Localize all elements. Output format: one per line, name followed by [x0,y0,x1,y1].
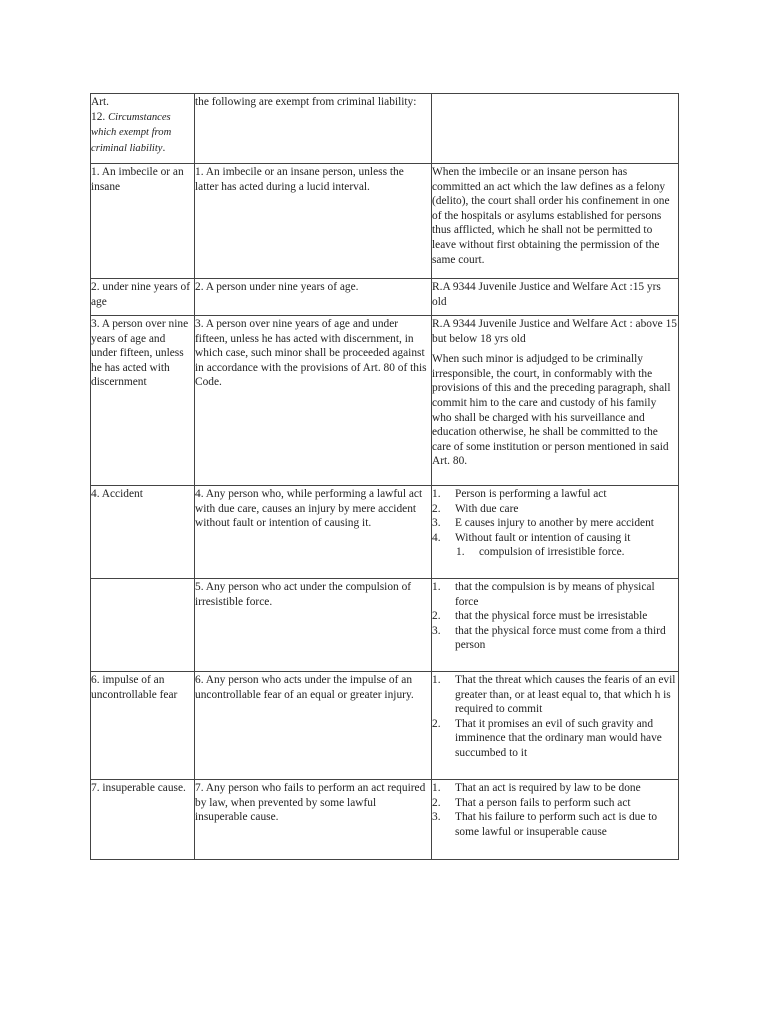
table-row [91,780,679,860]
list-item: 1. Person is performing a lawful act [432,488,607,500]
elements-list [432,781,677,839]
row-notes-cell [432,486,679,579]
row-provision-cell: 4. Any person who, while performing a lawful act with due care, causes an injury by mere accident without fault or intention of causing it. [195,486,432,579]
article-title-period: . [162,141,166,154]
header-article-cell [91,94,195,164]
list-item: 3. That his failure to perform such act is due to some lawful or insuperable cause [432,811,658,838]
list-item: 2. That it promises an evil of such gravity and imminence that the ordinary man would have succumbed to it [432,717,662,759]
header-empty-cell [432,94,679,164]
row-notes-cell [432,672,679,780]
elements-list [432,580,677,653]
row-notes-cell: When the imbecile or an insane person has committed an act which the law defines as a felony (delito), the court shall order his confinement in one of the hospitals or asylums established for persons thus afflicted, which he shall not be permitted to leave without first obtaining the permission of the same court. [432,164,679,279]
row-notes-cell [432,579,679,672]
header-intro-cell: the following are exempt from criminal liability: [195,94,432,164]
list-item: 3. E causes injury to another by mere accident [432,517,654,530]
table-row [91,164,679,279]
row-provision-cell: 5. Any person who act under the compulsion of irresistible force. [195,579,432,672]
table-row [91,316,679,486]
list-item: 2. that the physical force must be irresistable [432,610,648,623]
article-label: Art. [91,96,110,108]
row-topic-cell: 6. impulse of an uncontrollable fear [91,672,195,780]
row-notes-cell [432,780,679,860]
row-notes-cell: R.A 9344 Juvenile Justice and Welfare Act :15 yrs old [432,279,679,316]
row-provision-cell: 3. A person over nine years of age and under fifteen, unless he has acted with discernment, in which case, such minor shall be proceeded against in accordance with the provisions of Art. 80 of this Code. [195,316,432,486]
table-header-row [91,94,679,164]
exemption-table [90,93,679,860]
row-provision-cell: 7. Any person who fails to perform an act required by law, when prevented by some lawful insuperable cause. [195,780,432,860]
row-topic-cell: 1. An imbecile or an insane [91,164,195,279]
row-topic-cell: 4. Accident [91,486,195,579]
table-row [91,279,679,316]
list-item: 2. With due care [432,502,519,515]
list-item: 4. Without fault or intention of causing it [432,531,631,544]
elements-list [432,673,677,761]
row-topic-cell: 3. A person over nine years of age and under fifteen, unless he has acted with discernment [91,316,195,486]
list-item: 1. that the compulsion is by means of physical force [432,581,655,608]
list-item: 3. that the physical force must come from a third person [432,624,666,652]
table-row [91,579,679,672]
row-notes-cell [432,316,679,486]
row-topic-cell: 2. under nine years of age [91,279,195,316]
row-topic-cell: 7. insuperable cause. [91,780,195,860]
row-provision-cell: 2. A person under nine years of age. [195,279,432,316]
list-item: 1. That an act is required by law to be done [432,782,641,794]
list-item: 1. That the threat which causes the fearis of an evil greater than, or at least equal to, that which h is required to commit [432,674,676,716]
list-item: 2. That a person fails to perform such act [432,796,631,809]
table-row [91,672,679,780]
juvenile-act-note: R.A 9344 Juvenile Justice and Welfare Act : above 15 but below 18 yrs old [432,318,677,345]
minor-commitment-note: When such minor is adjudged to be criminally irresponsible, the court, in conformably with the provisions of this and the preceding paragraph, shall commit him to the care and custody of his family who shall be charged with his surveillance and education otherwise, he shall be committed to the care of some institution or person mentioned in said Art. 80. [432,353,671,468]
article-title: Circumstances which exempt from criminal liability [91,111,172,154]
article-number: 12. [91,110,106,123]
nested-list [432,545,677,560]
elements-list [432,487,677,545]
row-provision-cell: 1. An imbecile or an insane person, unless the latter has acted during a lucid interval. [195,164,432,279]
row-topic-cell [91,579,195,672]
list-item: 1. compulsion of irresistible force. [456,546,625,559]
table-row [91,486,679,579]
row-provision-cell: 6. Any person who acts under the impulse of an uncontrollable fear of an equal or greater injury. [195,672,432,780]
